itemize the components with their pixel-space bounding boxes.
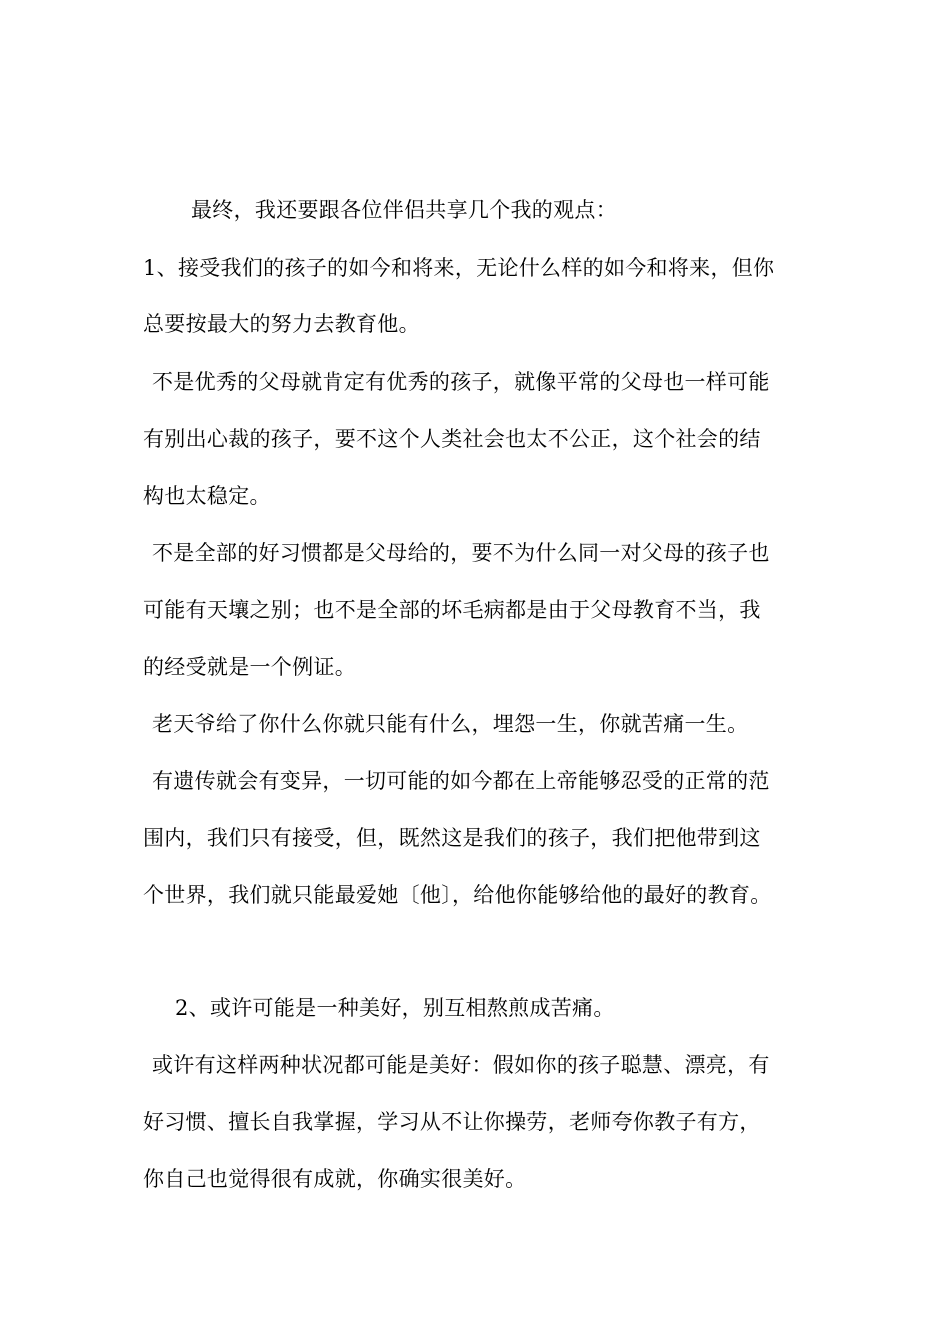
text-line: 有遗传就会有变异，一切可能的如今都在上帝能够忍受的正常的范	[152, 769, 770, 793]
text-line: 个世界，我们就只能最爱她〔他〕，给他你能够给他的最好的教育。	[143, 883, 772, 907]
text-line: 可能有天壤之别；也不是全部的坏毛病都是由于父母教育不当，我	[143, 598, 761, 622]
text-line: 你自己也觉得很有成就，你确实很美好。	[143, 1167, 527, 1191]
text-line: 1、接受我们的孩子的如今和将来，无论什么样的如今和将来，但你	[143, 256, 775, 280]
text-line: 或许有这样两种状况都可能是美好：假如你的孩子聪慧、漂亮，有	[152, 1053, 770, 1077]
text-line: 老天爷给了你什么你就只能有什么，埋怨一生，你就苦痛一生。	[152, 712, 749, 736]
text-line: 最终，我还要跟各位伴侣共享几个我的观点：	[191, 198, 617, 222]
text-line: 构也太稳定。	[143, 484, 271, 508]
text-line: 不是全部的好习惯都是父母给的，要不为什么同一对父母的孩子也	[152, 541, 770, 565]
text-line: 2、或许可能是一种美好，别互相熬煎成苦痛。	[175, 996, 615, 1020]
text-line: 有别出心裁的孩子，要不这个人类社会也太不公正，这个社会的结	[143, 427, 761, 451]
text-line: 不是优秀的父母就肯定有优秀的孩子，就像平常的父母也一样可能	[152, 370, 770, 394]
text-line: 的经受就是一个例证。	[143, 655, 356, 679]
text-line: 好习惯、擅长自我掌握，学习从不让你操劳，老师夸你教子有方，	[143, 1110, 761, 1134]
text-line: 围内，我们只有接受，但，既然这是我们的孩子，我们把他带到这	[143, 826, 761, 850]
text-line: 总要按最大的努力去教育他。	[143, 312, 420, 336]
